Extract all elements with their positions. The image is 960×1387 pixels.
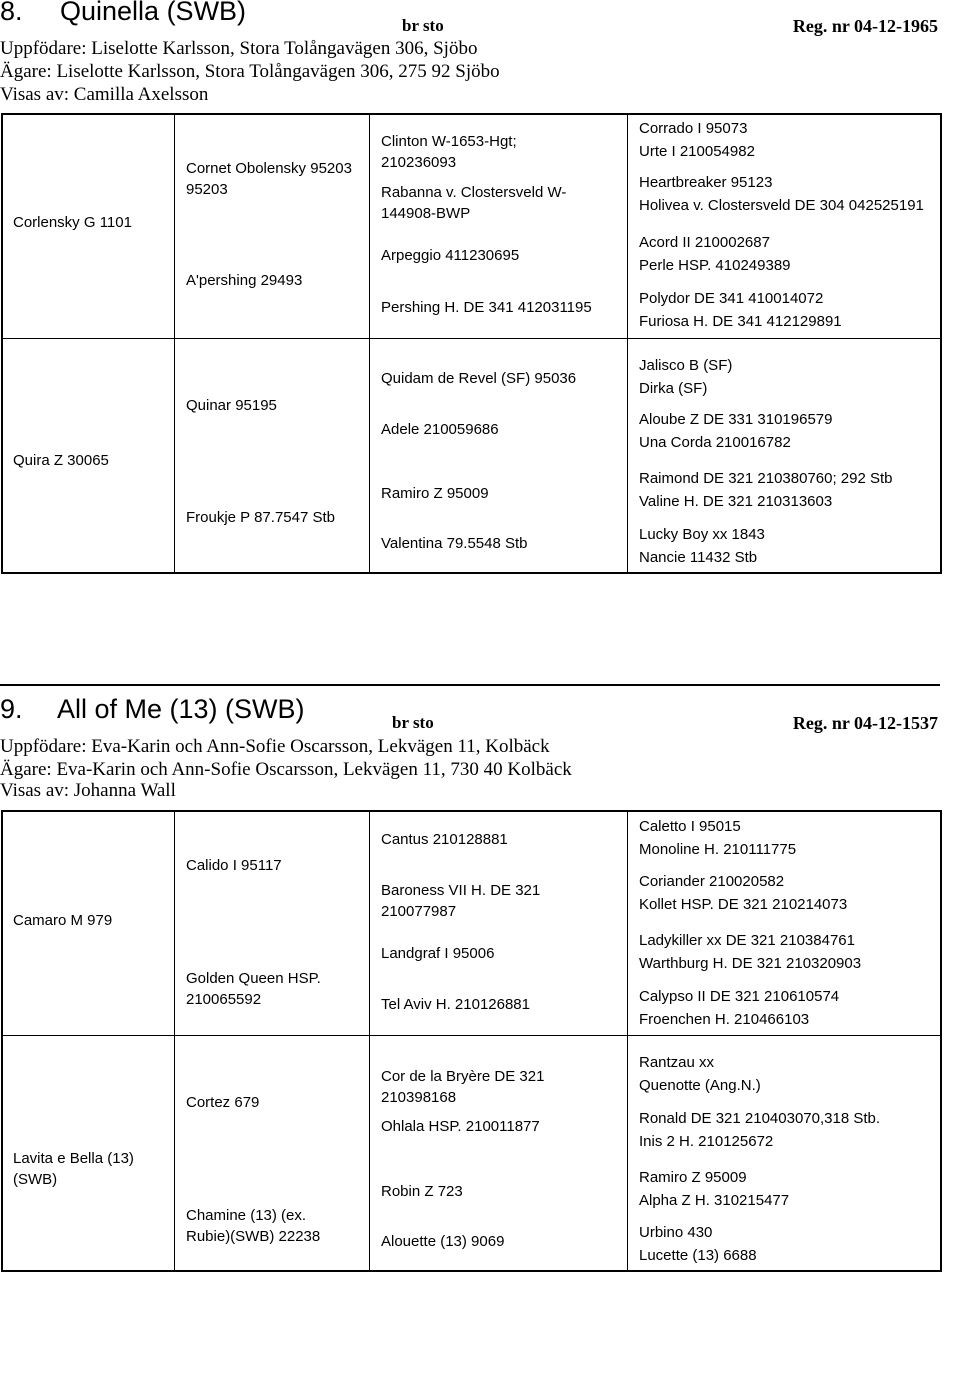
sex-color: br sto: [392, 713, 434, 732]
g4b-2: Dirka (SF): [639, 380, 708, 397]
g4-1: Corrado I 95073: [639, 120, 748, 137]
pedigree-table: [1, 810, 942, 1272]
sss-reg: 210236093: [381, 154, 457, 171]
sire-sire: Calido I 95117: [186, 857, 282, 874]
ddd: Valentina 79.5548 Stb: [381, 535, 528, 552]
dam-dam: Froukje P 87.7547 Stb: [186, 509, 335, 526]
g4b-7: Urbino 430: [639, 1224, 713, 1241]
dam: Quira Z 30065: [13, 452, 109, 469]
divider: [0, 684, 940, 686]
ddd: Alouette (13) 9069: [381, 1233, 505, 1250]
dam-sire: Quinar 95195: [186, 397, 277, 414]
sire-dam: Golden Queen HSP.: [186, 970, 321, 987]
sire: Corlensky G 1101: [13, 214, 132, 231]
shown-by: Visas av: Camilla Axelsson: [0, 84, 209, 105]
g4-7: Polydor DE 341 410014072: [639, 290, 824, 307]
g4b-4: Una Corda 210016782: [639, 434, 791, 451]
g4b-8: Lucette (13) 6688: [639, 1247, 757, 1264]
g4b-2: Quenotte (Ang.N.): [639, 1077, 761, 1094]
g4b-5: Raimond DE 321 210380760; 292 Stb: [639, 470, 893, 487]
breeder: Uppfödare: Liselotte Karlsson, Stora Tolångavägen 306, Sjöbo: [0, 38, 478, 59]
dss: Quidam de Revel (SF) 95036: [381, 370, 577, 387]
entry-number: 8.: [0, 0, 23, 26]
g4b-8: Nancie 11432 Stb: [639, 549, 758, 566]
g4-3: Heartbreaker 95123: [639, 174, 773, 191]
g4-4: Kollet HSP. DE 321 210214073: [639, 896, 848, 913]
dsd: Ohlala HSP. 210011877: [381, 1118, 540, 1135]
g4b-3: Aloube Z DE 331 310196579: [639, 411, 833, 428]
dss-reg: 210398168: [381, 1089, 457, 1106]
ssd: Rabanna v. Clostersveld W-: [381, 184, 567, 201]
g4b-1: Rantzau xx: [639, 1054, 715, 1071]
ssd-reg: 144908-BWP: [381, 205, 471, 222]
sds: Arpeggio 411230695: [381, 247, 520, 264]
entry-number: 9.: [0, 694, 23, 724]
sss: Clinton W-1653-Hgt;: [381, 133, 517, 150]
g4-2: Monoline H. 210111775: [639, 841, 797, 858]
dds: Robin Z 723: [381, 1183, 463, 1200]
pedigree-table: [1, 113, 942, 574]
dam-dam-reg: Rubie)(SWB) 22238: [186, 1228, 321, 1245]
dam-dam: Chamine (13) (ex.: [186, 1207, 307, 1224]
sex-color: br sto: [402, 16, 444, 35]
dsd: Adele 210059686: [381, 421, 499, 438]
g4-1: Caletto I 95015: [639, 818, 741, 835]
g4-6: Warthburg H. DE 321 210320903: [639, 955, 862, 972]
g4b-7: Lucky Boy xx 1843: [639, 526, 765, 543]
g4-5: Ladykiller xx DE 321 210384761: [639, 932, 855, 949]
dam-sire: Cortez 679: [186, 1094, 260, 1111]
dss: Cor de la Bryère DE 321: [381, 1068, 545, 1085]
sss: Cantus 210128881: [381, 831, 508, 848]
g4-5: Acord II 210002687: [639, 234, 770, 251]
sire-sire-reg: 95203: [186, 181, 228, 198]
g4b-3: Ronald DE 321 210403070,318 Stb.: [639, 1110, 881, 1127]
horse-name: All of Me (13) (SWB): [57, 694, 305, 724]
ssd: Baroness VII H. DE 321: [381, 882, 541, 899]
sire-dam: A'pershing 29493: [186, 272, 303, 289]
sire: Camaro M 979: [13, 912, 113, 929]
g4-2: Urte I 210054982: [639, 143, 755, 160]
sire-dam-reg: 210065592: [186, 991, 262, 1008]
owner: Ägare: Eva-Karin och Ann-Sofie Oscarsson, Lekvägen 11, 730 40 Kolbäck: [0, 759, 572, 780]
g4-6: Perle HSP. 410249389: [639, 257, 791, 274]
owner: Ägare: Liselotte Karlsson, Stora Tolångavägen 306, 275 92 Sjöbo: [0, 61, 500, 82]
breeder: Uppfödare: Eva-Karin och Ann-Sofie Oscarsson, Lekvägen 11, Kolbäck: [0, 736, 550, 757]
g4b-1: Jalisco B (SF): [639, 357, 733, 374]
shown-by: Visas av: Johanna Wall: [0, 780, 176, 801]
g4-8: Froenchen H. 210466103: [639, 1011, 810, 1028]
g4b-5: Ramiro Z 95009: [639, 1169, 747, 1186]
g4-4: Holivea v. Clostersveld DE 304 042525191: [639, 197, 924, 214]
sds: Landgraf I 95006: [381, 945, 495, 962]
ssd-reg: 210077987: [381, 903, 457, 920]
g4b-6: Alpha Z H. 310215477: [639, 1192, 790, 1209]
g4b-4: Inis 2 H. 210125672: [639, 1133, 774, 1150]
dam: Lavita e Bella (13): [13, 1150, 134, 1167]
g4b-6: Valine H. DE 321 210313603: [639, 493, 833, 510]
reg-number: Reg. nr 04-12-1965: [792, 16, 938, 36]
horse-name: Quinella (SWB): [60, 0, 247, 26]
g4-8: Furiosa H. DE 341 412129891: [639, 313, 842, 330]
dds: Ramiro Z 95009: [381, 485, 489, 502]
sdd: Tel Aviv H. 210126881: [381, 996, 530, 1013]
g4-3: Coriander 210020582: [639, 873, 785, 890]
g4-7: Calypso II DE 321 210610574: [639, 988, 840, 1005]
reg-number: Reg. nr 04-12-1537: [792, 713, 938, 733]
dam-suffix: (SWB): [13, 1171, 58, 1188]
sdd: Pershing H. DE 341 412031195: [381, 299, 592, 316]
sire-sire: Cornet Obolensky 95203: [186, 160, 352, 177]
